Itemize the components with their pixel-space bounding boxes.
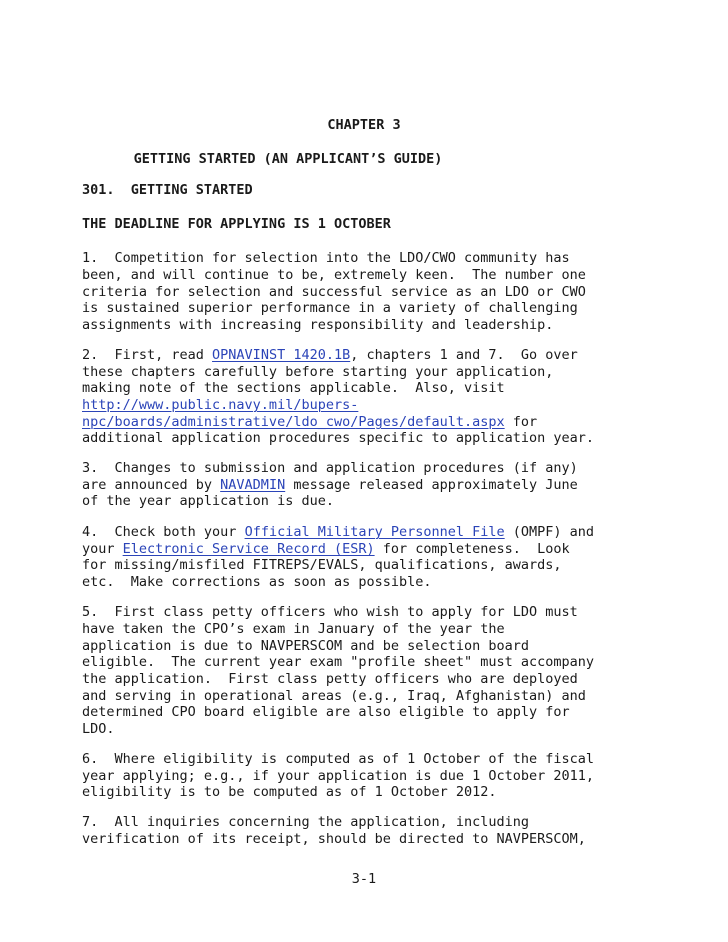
navadmin-link[interactable]: NAVADMIN bbox=[220, 477, 286, 493]
paragraph-line: year applying; e.g., if your application is due 1 October 2011, bbox=[82, 768, 595, 784]
paragraph-line: these chapters carefully before starting your application, bbox=[82, 364, 554, 380]
paragraph-line: eligible. The current year exam "profile sheet" must accompany bbox=[82, 654, 595, 670]
paragraph-line: the application. First class petty officers who are deployed bbox=[82, 671, 578, 687]
text-span: your bbox=[82, 541, 123, 557]
paragraph-line: 3. Changes to submission and application procedures (if any) bbox=[82, 460, 578, 476]
text-span: 4. Check both your bbox=[82, 524, 245, 540]
paragraph-line: have taken the CPO’s exam in January of the year the bbox=[82, 621, 505, 637]
paragraph-line: of the year application is due. bbox=[82, 493, 334, 509]
paragraph-line: is sustained superior performance in a variety of challenging bbox=[82, 300, 578, 316]
text-span: message released approximately June bbox=[285, 477, 578, 493]
paragraph-line bbox=[82, 479, 578, 493]
paragraph-line: been, and will continue to be, extremely keen. The number one bbox=[82, 267, 586, 283]
paragraph-line: 5. First class petty officers who wish to apply for LDO must bbox=[82, 604, 578, 620]
paragraph-line: determined CPO board eligible are also eligible to apply for bbox=[82, 704, 570, 720]
ompf-link[interactable]: Official Military Personnel File bbox=[244, 524, 505, 540]
section-heading: 301. GETTING STARTED bbox=[82, 182, 253, 198]
text-span: (OMPF) and bbox=[504, 524, 595, 540]
text-span: for completeness. Look bbox=[374, 541, 570, 557]
paragraph-line bbox=[82, 416, 537, 430]
paragraph-line bbox=[82, 526, 594, 540]
paragraph-line: assignments with increasing responsibility and leadership. bbox=[82, 317, 554, 333]
opnavinst-link[interactable]: OPNAVINST 1420.1B bbox=[212, 347, 351, 363]
paragraph-line: etc. Make corrections as soon as possible. bbox=[82, 574, 432, 590]
paragraph-line bbox=[82, 349, 578, 363]
paragraph-line: for missing/misfiled FITREPS/EVALS, qualifications, awards, bbox=[82, 557, 562, 573]
esr-link[interactable]: Electronic Service Record (ESR) bbox=[122, 541, 375, 557]
paragraph-line: 1. Competition for selection into the LDO/CWO community has bbox=[82, 250, 570, 266]
chapter-heading: CHAPTER 3 bbox=[327, 117, 401, 133]
text-span: are announced by bbox=[82, 477, 221, 493]
text-span: 2. First, read bbox=[82, 347, 213, 363]
paragraph-line: criteria for selection and successful service as an LDO or CWO bbox=[82, 284, 586, 300]
paragraph-line: 6. Where eligibility is computed as of 1 October of the fiscal bbox=[82, 751, 595, 767]
paragraph-line: LDO. bbox=[82, 721, 115, 737]
paragraph-line bbox=[82, 543, 570, 557]
text-span: , chapters 1 and 7. Go over bbox=[350, 347, 578, 363]
chapter-subtitle: GETTING STARTED (AN APPLICANT’S GUIDE) bbox=[133, 151, 443, 167]
paragraph-line bbox=[82, 399, 358, 413]
paragraph-line: additional application procedures specific to application year. bbox=[82, 430, 595, 446]
paragraph-line: application is due to NAVPERSCOM and be selection board bbox=[82, 638, 530, 654]
text-span: for bbox=[504, 414, 538, 430]
bupers-url-link-continued[interactable]: npc/boards/administrative/ldo_cwo/Pages/default.aspx bbox=[82, 414, 505, 430]
deadline-notice: THE DEADLINE FOR APPLYING IS 1 OCTOBER bbox=[82, 216, 391, 232]
paragraph-line: eligibility is to be computed as of 1 October 2012. bbox=[82, 784, 497, 800]
paragraph-line: verification of its receipt, should be directed to NAVPERSCOM, bbox=[82, 831, 586, 847]
paragraph-line: 7. All inquiries concerning the application, including bbox=[82, 814, 530, 830]
bupers-url-link[interactable]: http://www.public.navy.mil/bupers- bbox=[82, 397, 359, 413]
paragraph-line: making note of the sections applicable. Also, visit bbox=[82, 380, 505, 396]
page-number: 3-1 bbox=[351, 871, 377, 887]
paragraph-line: and serving in operational areas (e.g., Iraq, Afghanistan) and bbox=[82, 688, 586, 704]
